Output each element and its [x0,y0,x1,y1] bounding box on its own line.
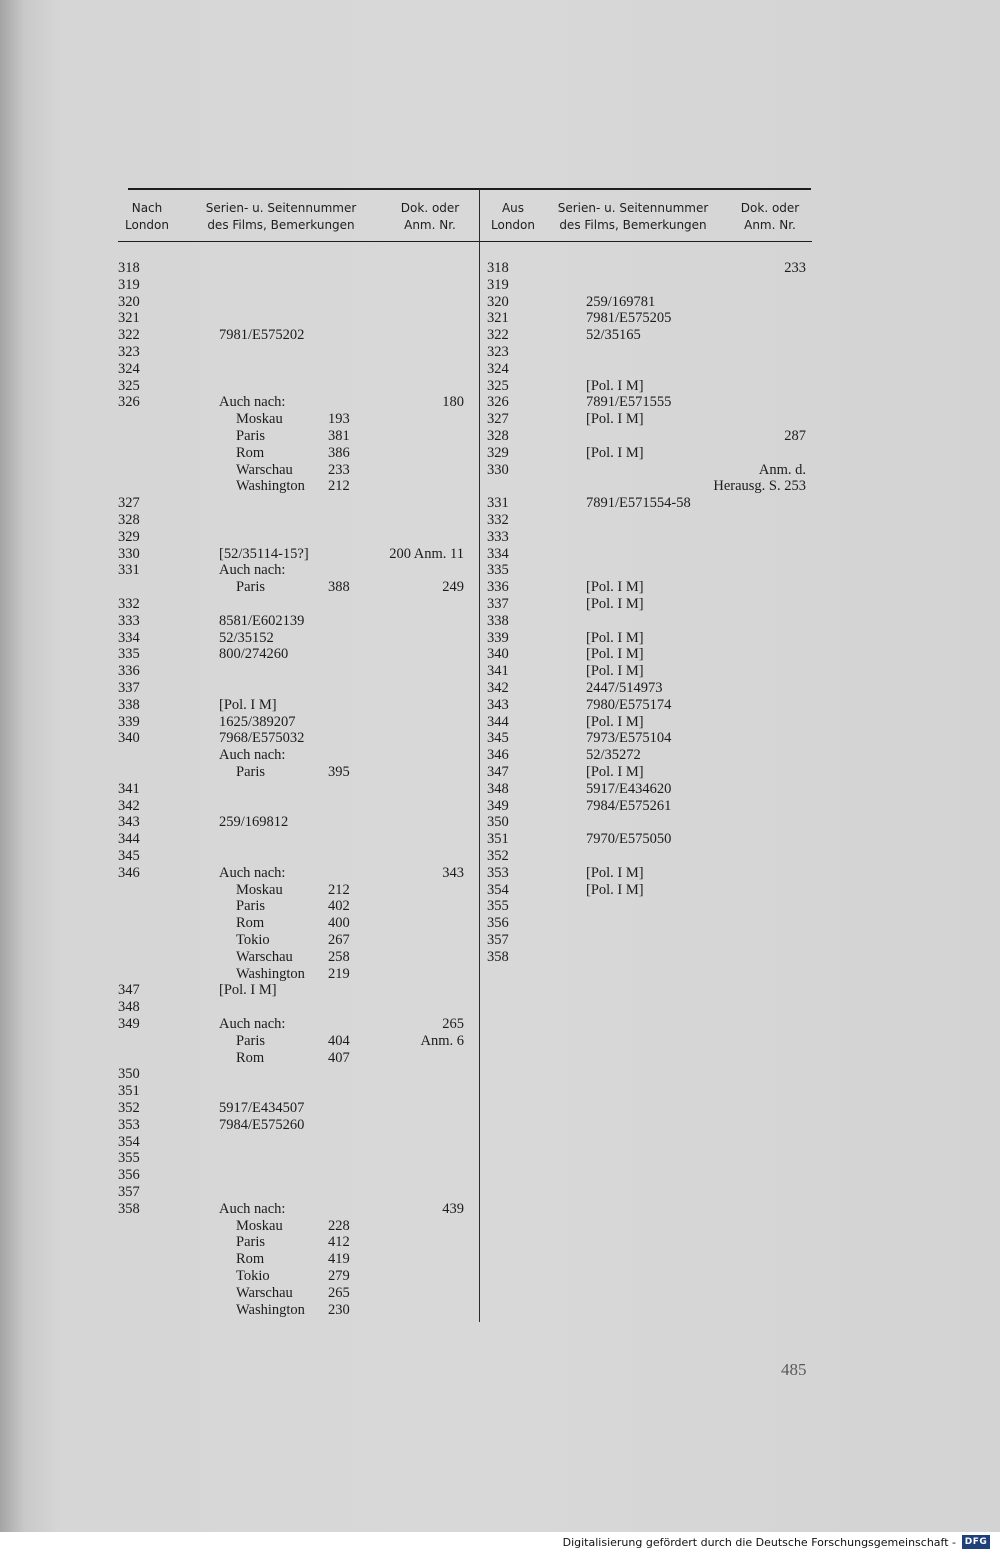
film-reference: Auch nach: [219,747,286,764]
row-number: 330 [118,545,140,562]
row-number: 342 [487,680,509,696]
row-number: 338 [118,696,140,713]
header-bottom-rule [118,241,812,242]
row-number: 320 [487,293,509,310]
row-number: 336 [487,579,509,596]
destination-name: Warschau [236,948,293,965]
film-reference: [52/35114-15?] [219,545,309,562]
film-reference: Auch nach: [219,562,286,579]
row-number: 334 [487,545,509,562]
film-reference: Auch nach: [219,1200,286,1217]
film-reference: 7891/E571554-58 [586,495,691,512]
row-number: 347 [487,764,509,780]
document-number: Anm. d. [758,461,806,478]
destination-value: 404 [328,1032,350,1049]
row-number: 329 [487,444,509,461]
row-number: 344 [487,713,509,730]
row-number: 351 [487,831,509,848]
row-number: 324 [118,360,140,377]
row-number: 350 [118,1066,140,1083]
destination-value: 412 [328,1234,350,1251]
destination-name: Washington [236,1301,305,1318]
row-number: 342 [118,797,140,814]
film-reference: [Pol. I M] [586,713,644,730]
film-reference: Auch nach: [219,1016,286,1032]
document-number: 439 [442,1200,464,1217]
page-number: 485 [781,1360,807,1379]
film-reference: 52/35152 [219,629,274,646]
row-number: 353 [487,864,509,881]
row-number: 323 [487,344,509,360]
row-number: 355 [487,898,509,915]
destination-name: Washington [236,478,305,495]
destination-name: Paris [236,898,265,915]
film-reference: [Pol. I M] [586,764,644,780]
film-reference: 259/169812 [219,814,289,831]
destination-value: 265 [328,1284,350,1301]
row-number: 322 [118,327,140,344]
row-number: 337 [487,596,509,612]
document-number: 200 Anm. 11 [389,545,464,562]
row-number: 339 [118,713,140,730]
row-number: 335 [487,562,509,579]
row-number: 353 [118,1116,140,1133]
row-number: 333 [118,612,140,629]
film-reference: [Pol. I M] [586,596,644,612]
row-number: 358 [118,1200,140,1217]
row-number: 357 [118,1184,140,1200]
document-number: 265 [442,1016,464,1032]
destination-value: 212 [328,478,350,495]
row-number: 321 [487,310,509,327]
destination-name: Tokio [236,932,270,948]
destination-value: 233 [328,461,350,478]
row-number: 337 [118,680,140,696]
film-reference: [Pol. I M] [586,663,644,680]
row-number: 326 [118,394,140,411]
film-reference: [Pol. I M] [219,982,277,999]
row-number: 334 [118,629,140,646]
film-reference: 7984/E575260 [219,1116,305,1133]
destination-value: 267 [328,932,350,948]
film-reference: 800/274260 [219,646,289,663]
row-number: 341 [487,663,509,680]
destination-name: Rom [236,444,265,461]
row-number: 338 [487,612,509,629]
left-header-col1: Nach London [125,201,169,232]
film-reference: [Pol. I M] [586,864,644,881]
destination-name: Moskau [236,411,283,428]
right-header-col2: Serien- u. Seitennummer des Films, Bemerkungen [557,201,709,232]
row-number: 326 [487,394,509,411]
row-number: 343 [487,696,509,713]
destination-value: 258 [328,948,350,965]
row-number: 358 [487,948,509,965]
row-number: 323 [118,344,140,360]
film-reference: 7981/E575205 [586,310,672,327]
destination-name: Paris [236,1032,265,1049]
row-number: 354 [118,1133,140,1150]
document-number: 343 [442,864,464,881]
destination-name: Paris [236,579,265,596]
row-number: 339 [487,629,509,646]
film-reference: [Pol. I M] [586,646,644,663]
destination-value: 193 [328,411,350,428]
row-number: 349 [487,797,509,814]
film-reference: 7973/E575104 [586,730,672,747]
row-number: 319 [487,276,509,293]
row-number: 332 [487,512,509,528]
row-number: 340 [487,646,509,663]
film-reference: Auch nach: [219,394,286,411]
right-header-col1: Aus London [491,201,535,232]
row-number: 347 [118,982,140,999]
row-number: 354 [487,881,509,898]
row-number: 351 [118,1083,140,1100]
left-header-col2: Serien- u. Seitennummer des Films, Bemerkungen [205,201,357,232]
row-number: 343 [118,814,140,831]
destination-value: 419 [328,1251,350,1268]
film-reference: [Pol. I M] [219,696,277,713]
film-reference: 7981/E575202 [219,327,305,344]
destination-value: 381 [328,428,350,444]
destination-name: Tokio [236,1268,270,1284]
row-number: 325 [118,377,140,394]
row-number: 356 [487,915,509,932]
film-reference: 7968/E575032 [219,730,305,747]
right-header-col3: Dok. oder Anm. Nr. [740,201,800,232]
row-number: 348 [487,780,509,797]
row-number: 355 [118,1150,140,1167]
row-number: 321 [118,310,140,327]
row-number: 331 [487,495,509,512]
destination-name: Paris [236,428,265,444]
destination-value: 386 [328,444,350,461]
destination-value: 400 [328,915,350,932]
row-number: 318 [118,260,140,276]
row-number: 346 [487,747,509,764]
row-number: 345 [118,848,140,864]
destination-value: 279 [328,1268,350,1284]
film-reference: [Pol. I M] [586,881,644,898]
row-number: 327 [487,411,509,428]
row-number: 357 [487,932,509,948]
destination-name: Paris [236,764,265,780]
header-top-rule [128,188,811,190]
row-number: 345 [487,730,509,747]
row-number: 352 [487,848,509,864]
destination-value: 212 [328,881,350,898]
row-number: 328 [487,428,509,444]
row-number: 352 [118,1100,140,1116]
row-number: 333 [487,528,509,545]
film-reference: Auch nach: [219,864,286,881]
left-header-col3: Dok. oder Anm. Nr. [400,201,460,232]
film-reference: 259/169781 [586,293,656,310]
document-number: Herausg. S. 253 [713,478,806,495]
destination-name: Rom [236,1251,265,1268]
row-number: 324 [487,360,509,377]
destination-value: 407 [328,1049,350,1066]
footer-bar [0,1532,1000,1554]
destination-name: Moskau [236,1217,283,1234]
film-reference: [Pol. I M] [586,629,644,646]
destination-name: Rom [236,1049,265,1066]
footer-credit: Digitalisierung gefördert durch die Deutsche Forschungsgemeinschaft - [562,1536,956,1549]
row-number: 344 [118,831,140,848]
document-number: 180 [442,394,464,411]
document-number: 249 [442,579,464,596]
destination-value: 395 [328,764,350,780]
film-reference: [Pol. I M] [586,579,644,596]
document-number: Anm. 6 [420,1032,464,1049]
column-divider [479,189,480,1322]
film-reference: [Pol. I M] [586,444,644,461]
film-reference: [Pol. I M] [586,411,644,428]
row-number: 348 [118,999,140,1016]
film-reference: 1625/389207 [219,713,296,730]
film-reference: 7984/E575261 [586,797,672,814]
destination-name: Warschau [236,1284,293,1301]
row-number: 327 [118,495,140,512]
row-number: 329 [118,528,140,545]
film-reference: 7891/E571555 [586,394,672,411]
row-number: 322 [487,327,509,344]
row-number: 332 [118,596,140,612]
row-number: 340 [118,730,140,747]
row-number: 356 [118,1167,140,1184]
destination-value: 228 [328,1217,350,1234]
film-reference: 7980/E575174 [586,696,672,713]
destination-name: Rom [236,915,265,932]
film-reference: 5917/E434620 [586,780,672,797]
row-number: 349 [118,1016,140,1032]
dfg-logo: DFG [962,1535,990,1549]
document-number: 233 [784,260,806,276]
row-number: 346 [118,864,140,881]
destination-name: Paris [236,1234,265,1251]
destination-name: Moskau [236,881,283,898]
film-reference: [Pol. I M] [586,377,644,394]
row-number: 335 [118,646,140,663]
row-number: 319 [118,276,140,293]
row-number: 320 [118,293,140,310]
film-reference: 5917/E434507 [219,1100,305,1116]
film-reference: 8581/E602139 [219,612,305,629]
row-number: 325 [487,377,509,394]
row-number: 330 [487,461,509,478]
row-number: 341 [118,780,140,797]
document-number: 287 [784,428,806,444]
destination-value: 388 [328,579,350,596]
row-number: 350 [487,814,509,831]
row-number: 336 [118,663,140,680]
film-reference: 52/35272 [586,747,641,764]
film-reference: 2447/514973 [586,680,663,696]
destination-value: 402 [328,898,350,915]
row-number: 328 [118,512,140,528]
destination-name: Warschau [236,461,293,478]
film-reference: 52/35165 [586,327,641,344]
destination-value: 230 [328,1301,350,1318]
destination-name: Washington [236,965,305,982]
row-number: 318 [487,260,509,276]
film-reference: 7970/E575050 [586,831,672,848]
destination-value: 219 [328,965,350,982]
row-number: 331 [118,562,140,579]
